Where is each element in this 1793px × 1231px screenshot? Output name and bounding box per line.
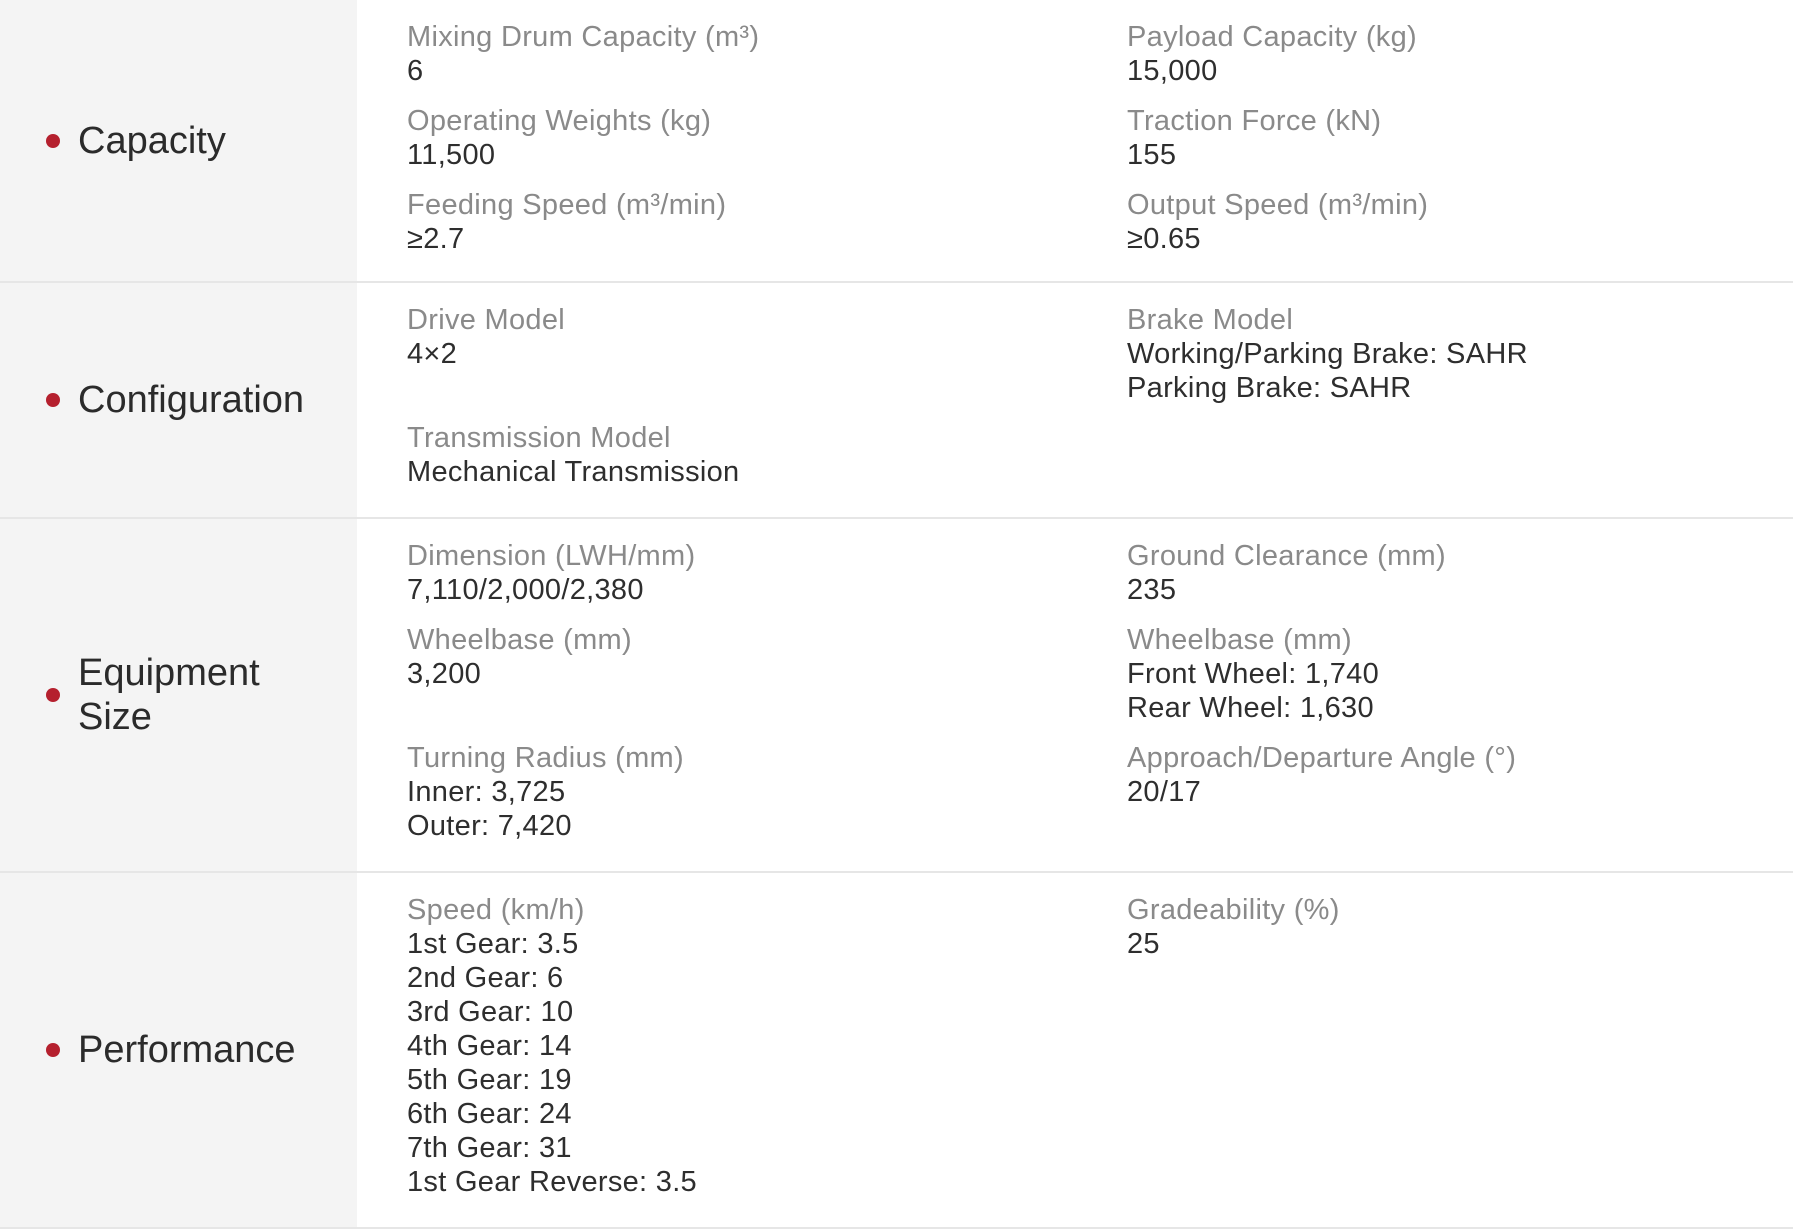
field-label: Brake Model xyxy=(1127,304,1294,336)
bullet-icon xyxy=(46,134,60,148)
field-label: Dimension (LWH/mm) xyxy=(407,540,696,572)
field-value: 7th Gear: 31 xyxy=(407,1132,572,1164)
field-value: Working/Parking Brake: SAHR xyxy=(1127,338,1528,370)
field-value: Mechanical Transmission xyxy=(407,456,740,488)
left-column xyxy=(407,539,1127,849)
field-value-spacer xyxy=(407,371,1127,405)
field-value: ≥0.65 xyxy=(1127,223,1201,255)
row-label: Capacity xyxy=(78,119,226,162)
field-label: Feeding Speed (m³/min) xyxy=(407,189,727,221)
spec-field xyxy=(1127,741,1793,809)
spec-field xyxy=(407,893,1127,1199)
field-label: Operating Weights (kg) xyxy=(407,105,712,137)
row-header xyxy=(0,873,357,1227)
field-value: Rear Wheel: 1,630 xyxy=(1127,692,1374,724)
spec-field xyxy=(1127,188,1793,256)
spec-field xyxy=(407,104,1127,172)
spec-field xyxy=(407,421,1127,489)
spec-field xyxy=(407,188,1127,256)
field-label: Wheelbase (mm) xyxy=(407,624,632,656)
bullet-icon xyxy=(46,393,60,407)
field-value-spacer xyxy=(407,691,1127,725)
field-label: Speed (km/h) xyxy=(407,894,585,926)
row-fields xyxy=(357,873,1793,1227)
spec-field xyxy=(1127,20,1793,88)
field-value: 1st Gear Reverse: 3.5 xyxy=(407,1166,697,1198)
bullet-icon xyxy=(46,1043,60,1057)
field-value: 4th Gear: 14 xyxy=(407,1030,572,1062)
field-value: 235 xyxy=(1127,574,1177,606)
field-label: Mixing Drum Capacity (m³) xyxy=(407,21,760,53)
left-column xyxy=(407,20,1127,259)
field-value: 5th Gear: 19 xyxy=(407,1064,572,1096)
spec-field xyxy=(1127,623,1793,725)
field-label: Wheelbase (mm) xyxy=(1127,624,1352,656)
right-column xyxy=(1127,303,1793,495)
field-value: 6 xyxy=(407,55,424,87)
row-label: Configuration xyxy=(78,379,305,421)
field-value: 3rd Gear: 10 xyxy=(407,996,574,1028)
field-value: 1st Gear: 3.5 xyxy=(407,928,579,960)
field-value: 20/17 xyxy=(1127,776,1202,808)
row-header xyxy=(0,0,357,281)
field-value: Outer: 7,420 xyxy=(407,810,572,842)
spec-row-performance xyxy=(0,873,1793,1229)
field-value: Front Wheel: 1,740 xyxy=(1127,658,1380,690)
field-label: Transmission Model xyxy=(407,422,671,454)
left-column xyxy=(407,893,1127,1205)
spec-field xyxy=(407,20,1127,88)
field-value: 4×2 xyxy=(407,338,458,370)
right-column xyxy=(1127,20,1793,259)
right-column xyxy=(1127,893,1793,1205)
spec-row-equipment-size xyxy=(0,519,1793,873)
spec-field xyxy=(407,741,1127,843)
spec-field xyxy=(407,623,1127,725)
right-column xyxy=(1127,539,1793,849)
spec-field xyxy=(1127,539,1793,607)
row-label: Performance xyxy=(78,1029,296,1071)
field-label: Gradeability (%) xyxy=(1127,894,1340,926)
field-value: 155 xyxy=(1127,139,1177,171)
field-label: Approach/Departure Angle (°) xyxy=(1127,742,1517,774)
spec-row-capacity xyxy=(0,0,1793,283)
row-label: Equipment Size xyxy=(78,652,260,738)
field-value: 6th Gear: 24 xyxy=(407,1098,572,1130)
spec-field xyxy=(407,303,1127,405)
field-label: Ground Clearance (mm) xyxy=(1127,540,1446,572)
row-fields xyxy=(357,0,1793,281)
field-value: ≥2.7 xyxy=(407,223,465,255)
field-value: 2nd Gear: 6 xyxy=(407,962,564,994)
row-fields xyxy=(357,283,1793,517)
field-value: 11,500 xyxy=(407,139,496,171)
row-header xyxy=(0,283,357,517)
field-value: Inner: 3,725 xyxy=(407,776,566,808)
field-label: Turning Radius (mm) xyxy=(407,742,684,774)
field-value: Parking Brake: SAHR xyxy=(1127,372,1412,404)
field-label: Payload Capacity (kg) xyxy=(1127,21,1417,53)
row-header xyxy=(0,519,357,871)
spec-field xyxy=(1127,303,1793,405)
field-value: 15,000 xyxy=(1127,55,1218,87)
field-value: 3,200 xyxy=(407,658,482,690)
left-column xyxy=(407,303,1127,495)
bullet-icon xyxy=(46,688,60,702)
field-label: Drive Model xyxy=(407,304,566,336)
spec-field xyxy=(407,539,1127,607)
row-fields xyxy=(357,519,1793,871)
field-label: Output Speed (m³/min) xyxy=(1127,189,1429,221)
spec-field xyxy=(1127,893,1793,961)
spec-field xyxy=(1127,104,1793,172)
field-value: 25 xyxy=(1127,928,1160,960)
field-value: 7,110/2,000/2,380 xyxy=(407,574,644,606)
spec-row-configuration xyxy=(0,283,1793,519)
field-label: Traction Force (kN) xyxy=(1127,105,1382,137)
